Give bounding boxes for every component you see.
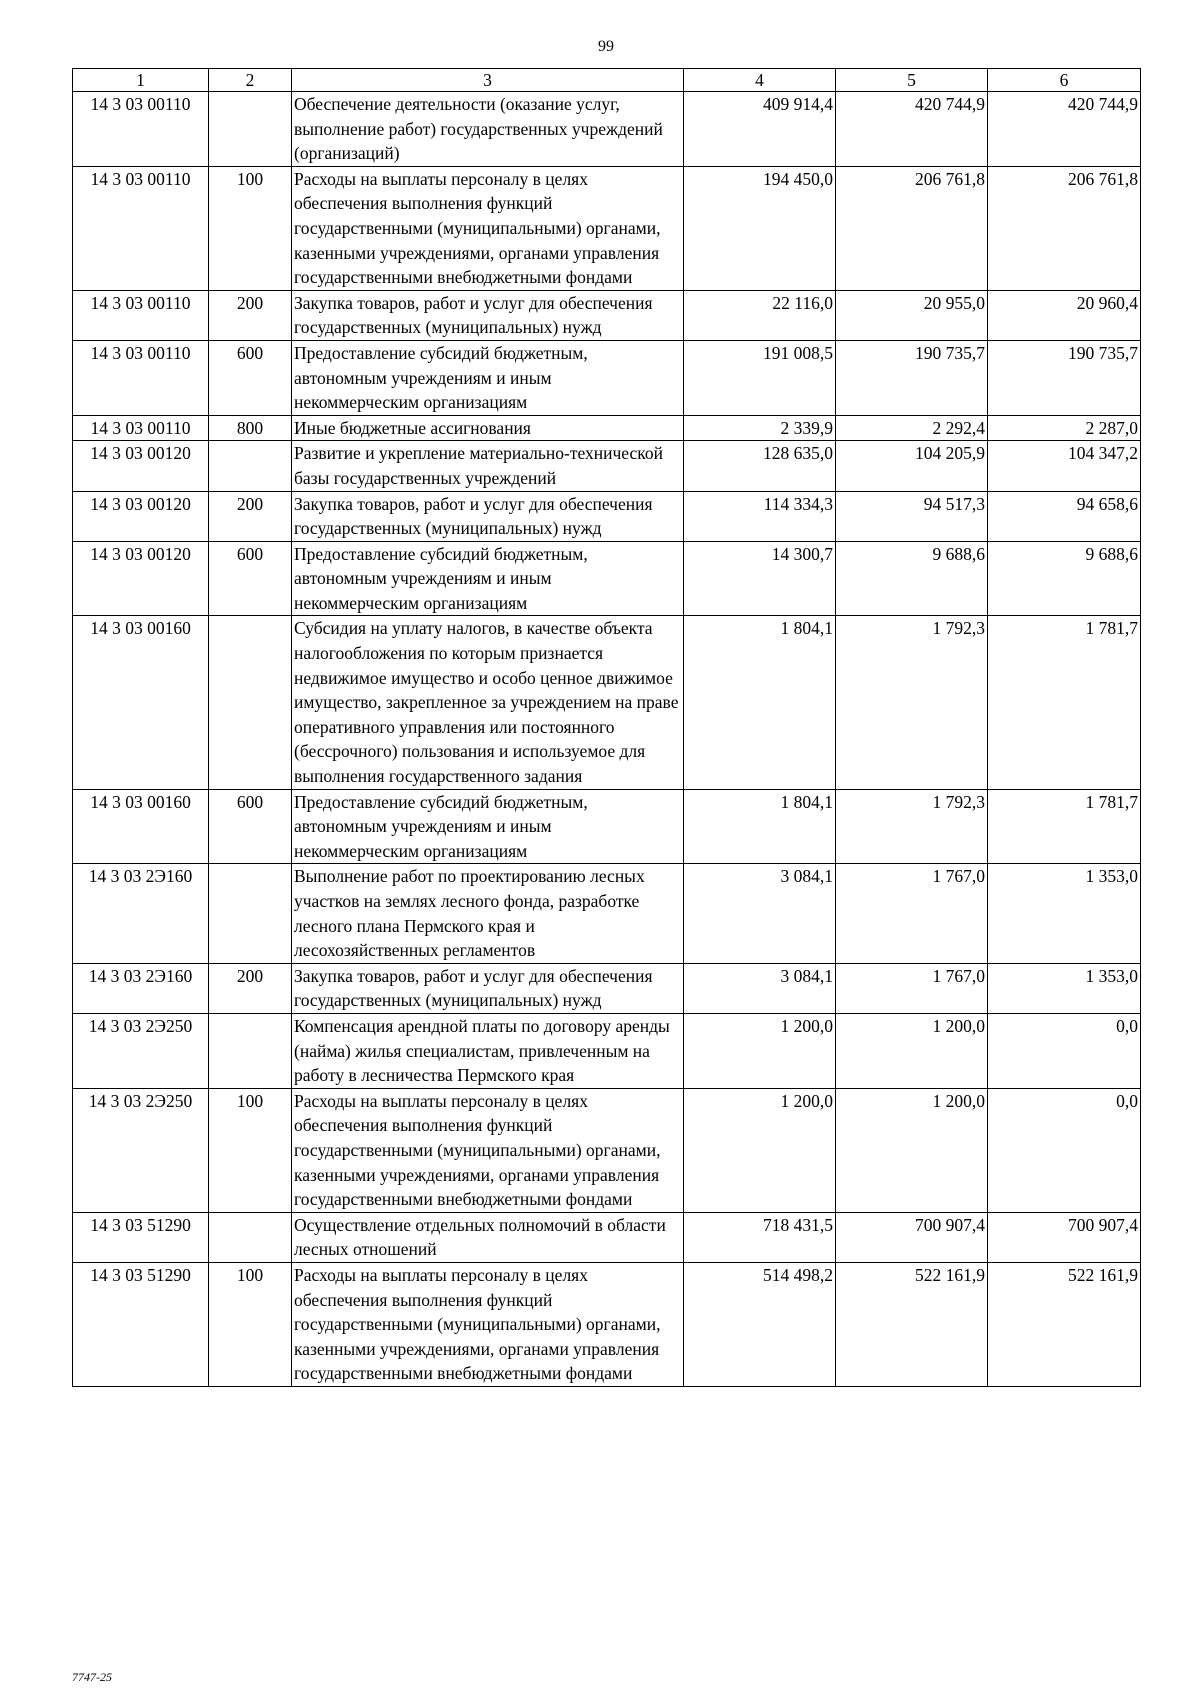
- row-value-5: 94 517,3: [836, 491, 988, 541]
- row-code: 14 3 03 00160: [73, 789, 209, 864]
- row-value-5: 104 205,9: [836, 441, 988, 491]
- table-row: [73, 963, 1141, 1013]
- budget-table: [72, 68, 1141, 1387]
- row-expense-type: [209, 441, 292, 491]
- row-expense-type: [209, 92, 292, 167]
- row-value-5: 20 955,0: [836, 290, 988, 340]
- row-value-4: 1 804,1: [684, 789, 836, 864]
- row-value-4: 1 804,1: [684, 616, 836, 789]
- footer-code: 7747-25: [72, 1670, 112, 1684]
- row-name: Закупка товаров, работ и услуг для обеспечения государственных (муниципальных) нужд: [292, 491, 684, 541]
- row-value-6: 104 347,2: [988, 441, 1141, 491]
- table-row: [73, 340, 1141, 415]
- table-row: [73, 541, 1141, 616]
- row-value-6: 1 353,0: [988, 864, 1141, 963]
- row-code: 14 3 03 2Э160: [73, 864, 209, 963]
- row-code: 14 3 03 00160: [73, 616, 209, 789]
- row-expense-type: [209, 616, 292, 789]
- row-value-5: 206 761,8: [836, 166, 988, 290]
- row-value-4: 3 084,1: [684, 864, 836, 963]
- row-value-5: 700 907,4: [836, 1212, 988, 1262]
- table-row: [73, 1088, 1141, 1212]
- row-code: 14 3 03 00120: [73, 541, 209, 616]
- row-value-6: 190 735,7: [988, 340, 1141, 415]
- row-value-5: 1 767,0: [836, 963, 988, 1013]
- row-value-4: 128 635,0: [684, 441, 836, 491]
- row-name: Закупка товаров, работ и услуг для обеспечения государственных (муниципальных) нужд: [292, 290, 684, 340]
- row-value-4: 718 431,5: [684, 1212, 836, 1262]
- row-name: Развитие и укрепление материально-технической базы государственных учреждений: [292, 441, 684, 491]
- table-row: [73, 441, 1141, 491]
- row-value-5: 1 200,0: [836, 1088, 988, 1212]
- row-value-6: 700 907,4: [988, 1212, 1141, 1262]
- row-value-6: 420 744,9: [988, 92, 1141, 167]
- row-name: Иные бюджетные ассигнования: [292, 415, 684, 441]
- header-row: [73, 69, 1141, 92]
- col-header-2: 2: [209, 69, 292, 92]
- row-value-5: 190 735,7: [836, 340, 988, 415]
- row-code: 14 3 03 51290: [73, 1212, 209, 1262]
- row-code: 14 3 03 2Э250: [73, 1013, 209, 1088]
- row-value-4: 514 498,2: [684, 1262, 836, 1386]
- col-header-1: 1: [73, 69, 209, 92]
- row-name: Субсидия на уплату налогов, в качестве объекта налогообложения по которым признается недвижимое имущество и особо ценное движимое имущество, закрепленное за учреждением на праве оперативного управления или постоянного (бессрочного) пользования и используемое для выполнения государственного задания: [292, 616, 684, 789]
- row-name: Расходы на выплаты персоналу в целях обеспечения выполнения функций государственными (муниципальными) органами, казенными учреждениями, органами управления государственными внебюджетными фондами: [292, 1088, 684, 1212]
- row-expense-type: 100: [209, 1262, 292, 1386]
- row-name: Компенсация арендной платы по договору аренды (найма) жилья специалистам, привлеченным на работу в лесничества Пермского края: [292, 1013, 684, 1088]
- row-value-5: 9 688,6: [836, 541, 988, 616]
- row-value-4: 194 450,0: [684, 166, 836, 290]
- row-value-4: 3 084,1: [684, 963, 836, 1013]
- row-value-6: 2 287,0: [988, 415, 1141, 441]
- row-name: Предоставление субсидий бюджетным, автономным учреждениям и иным некоммерческим организациям: [292, 541, 684, 616]
- row-code: 14 3 03 00120: [73, 491, 209, 541]
- row-code: 14 3 03 00110: [73, 290, 209, 340]
- row-expense-type: 800: [209, 415, 292, 441]
- table-body: [73, 92, 1141, 1387]
- row-code: 14 3 03 00110: [73, 166, 209, 290]
- row-name: Расходы на выплаты персоналу в целях обеспечения выполнения функций государственными (муниципальными) органами, казенными учреждениями, органами управления государственными внебюджетными фондами: [292, 166, 684, 290]
- row-value-5: 1 767,0: [836, 864, 988, 963]
- row-value-4: 1 200,0: [684, 1013, 836, 1088]
- row-expense-type: 200: [209, 290, 292, 340]
- row-value-4: 22 116,0: [684, 290, 836, 340]
- row-expense-type: 200: [209, 491, 292, 541]
- row-value-5: 420 744,9: [836, 92, 988, 167]
- row-value-4: 114 334,3: [684, 491, 836, 541]
- row-code: 14 3 03 00120: [73, 441, 209, 491]
- row-expense-type: 600: [209, 541, 292, 616]
- row-name: Расходы на выплаты персоналу в целях обеспечения выполнения функций государственными (муниципальными) органами, казенными учреждениями, органами управления государственными внебюджетными фондами: [292, 1262, 684, 1386]
- row-value-4: 409 914,4: [684, 92, 836, 167]
- row-expense-type: [209, 864, 292, 963]
- table-row: [73, 415, 1141, 441]
- row-value-6: 1 781,7: [988, 789, 1141, 864]
- row-name: Предоставление субсидий бюджетным, автономным учреждениям и иным некоммерческим организациям: [292, 789, 684, 864]
- table-row: [73, 290, 1141, 340]
- row-value-6: 0,0: [988, 1088, 1141, 1212]
- row-expense-type: [209, 1013, 292, 1088]
- row-value-4: 191 008,5: [684, 340, 836, 415]
- table-row: [73, 92, 1141, 167]
- row-expense-type: 200: [209, 963, 292, 1013]
- row-value-5: 522 161,9: [836, 1262, 988, 1386]
- row-code: 14 3 03 51290: [73, 1262, 209, 1386]
- table-row: [73, 491, 1141, 541]
- table-row: [73, 166, 1141, 290]
- row-name: Предоставление субсидий бюджетным, автономным учреждениям и иным некоммерческим организациям: [292, 340, 684, 415]
- row-name: Осуществление отдельных полномочий в области лесных отношений: [292, 1212, 684, 1262]
- row-value-4: 2 339,9: [684, 415, 836, 441]
- row-expense-type: 600: [209, 789, 292, 864]
- table-row: [73, 864, 1141, 963]
- row-value-4: 1 200,0: [684, 1088, 836, 1212]
- table-row: [73, 616, 1141, 789]
- col-header-6: 6: [988, 69, 1141, 92]
- col-header-3: 3: [292, 69, 684, 92]
- row-code: 14 3 03 2Э250: [73, 1088, 209, 1212]
- col-header-5: 5: [836, 69, 988, 92]
- row-value-5: 1 200,0: [836, 1013, 988, 1088]
- row-value-6: 20 960,4: [988, 290, 1141, 340]
- row-value-5: 1 792,3: [836, 789, 988, 864]
- row-code: 14 3 03 00110: [73, 340, 209, 415]
- row-name: Закупка товаров, работ и услуг для обеспечения государственных (муниципальных) нужд: [292, 963, 684, 1013]
- table-row: [73, 1212, 1141, 1262]
- row-value-6: 522 161,9: [988, 1262, 1141, 1386]
- row-code: 14 3 03 2Э160: [73, 963, 209, 1013]
- row-expense-type: 600: [209, 340, 292, 415]
- row-value-6: 0,0: [988, 1013, 1141, 1088]
- row-value-6: 94 658,6: [988, 491, 1141, 541]
- row-value-6: 1 353,0: [988, 963, 1141, 1013]
- table-row: [73, 789, 1141, 864]
- row-name: Обеспечение деятельности (оказание услуг, выполнение работ) государственных учреждений (организаций): [292, 92, 684, 167]
- page-number: 99: [598, 38, 614, 55]
- row-value-5: 2 292,4: [836, 415, 988, 441]
- row-name: Выполнение работ по проектированию лесных участков на землях лесного фонда, разработке лесного плана Пермского края и лесохозяйственных регламентов: [292, 864, 684, 963]
- col-header-4: 4: [684, 69, 836, 92]
- row-code: 14 3 03 00110: [73, 92, 209, 167]
- table-row: [73, 1013, 1141, 1088]
- row-value-6: 9 688,6: [988, 541, 1141, 616]
- row-expense-type: [209, 1212, 292, 1262]
- row-expense-type: 100: [209, 166, 292, 290]
- row-value-5: 1 792,3: [836, 616, 988, 789]
- row-value-4: 14 300,7: [684, 541, 836, 616]
- row-expense-type: 100: [209, 1088, 292, 1212]
- row-value-6: 206 761,8: [988, 166, 1141, 290]
- table-row: [73, 1262, 1141, 1386]
- row-code: 14 3 03 00110: [73, 415, 209, 441]
- row-value-6: 1 781,7: [988, 616, 1141, 789]
